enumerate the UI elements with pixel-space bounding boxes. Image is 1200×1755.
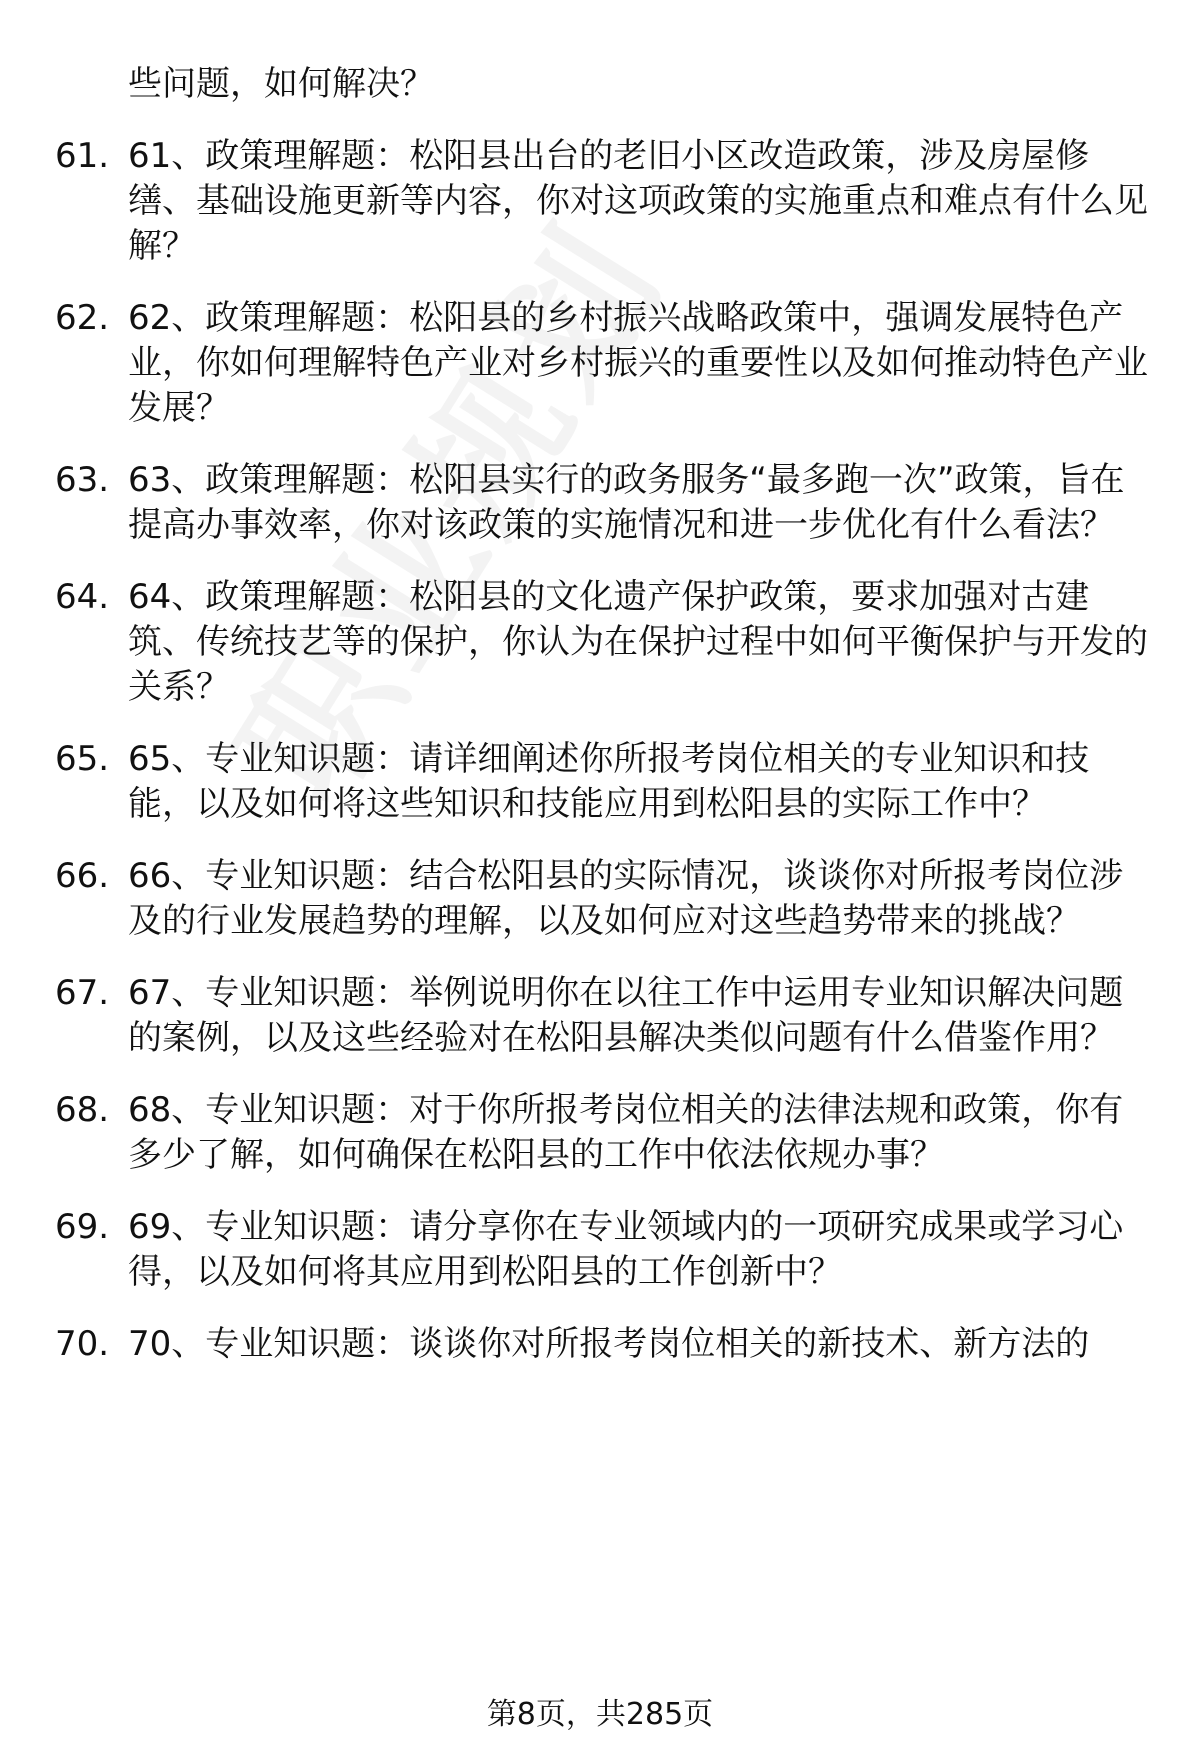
question-item: [0, 134, 1200, 269]
question-number: 70.: [55, 1324, 110, 1364]
question-text: 70、专业知识题：谈谈你对所报考岗位相关的新技术、新方法的: [128, 1324, 1090, 1364]
question-item: [0, 1088, 1200, 1178]
question-item: [0, 575, 1200, 710]
question-text: 63、政策理解题：松阳县实行的政务服务“最多跑一次”政策，旨在提高办事效率，你对该政策的实施情况和进一步优化有什么看法？: [128, 460, 1125, 545]
question-text: 61、政策理解题：松阳县出台的老旧小区改造政策，涉及房屋修缮、基础设施更新等内容，你对这项政策的实施重点和难点有什么见解？: [128, 136, 1148, 266]
question-number: 66.: [55, 856, 110, 896]
question-item: [0, 737, 1200, 827]
question-number: 63.: [55, 460, 110, 500]
question-number: 69.: [55, 1207, 110, 1247]
page-footer: 第8页，共285页: [0, 1695, 1200, 1735]
question-item: [0, 458, 1200, 548]
question-item: [0, 854, 1200, 944]
question-number: 68.: [55, 1090, 110, 1130]
question-list: [0, 62, 1200, 1394]
question-number: 62.: [55, 298, 110, 338]
question-item: [0, 1322, 1200, 1367]
question-text: 64、政策理解题：松阳县的文化遗产保护政策，要求加强对古建筑、传统技艺等的保护，你认为在保护过程中如何平衡保护与开发的关系？: [128, 577, 1148, 707]
question-item: [0, 1205, 1200, 1295]
continuation-text: 些问题，如何解决？: [128, 64, 434, 104]
question-number: 65.: [55, 739, 110, 779]
question-item: [0, 971, 1200, 1061]
question-text: 65、专业知识题：请详细阐述你所报考岗位相关的专业知识和技能，以及如何将这些知识和技能应用到松阳县的实际工作中？: [128, 739, 1090, 824]
question-number: 61.: [55, 136, 110, 176]
question-text: 68、专业知识题：对于你所报考岗位相关的法律法规和政策，你有多少了解，如何确保在松阳县的工作中依法依规办事？: [128, 1090, 1124, 1175]
question-number: 64.: [55, 577, 110, 617]
question-text: 62、政策理解题：松阳县的乡村振兴战略政策中，强调发展特色产业，你如何理解特色产业对乡村振兴的重要性以及如何推动特色产业发展？: [128, 298, 1148, 428]
question-text: 67、专业知识题：举例说明你在以往工作中运用专业知识解决问题的案例，以及这些经验对在松阳县解决类似问题有什么借鉴作用？: [128, 973, 1124, 1058]
question-text: 69、专业知识题：请分享你在专业领域内的一项研究成果或学习心得，以及如何将其应用到松阳县的工作创新中？: [128, 1207, 1124, 1292]
question-text: 66、专业知识题：结合松阳县的实际情况，谈谈你对所报考岗位涉及的行业发展趋势的理解，以及如何应对这些趋势带来的挑战？: [128, 856, 1124, 941]
question-number: 67.: [55, 973, 110, 1013]
question-item: [0, 296, 1200, 431]
